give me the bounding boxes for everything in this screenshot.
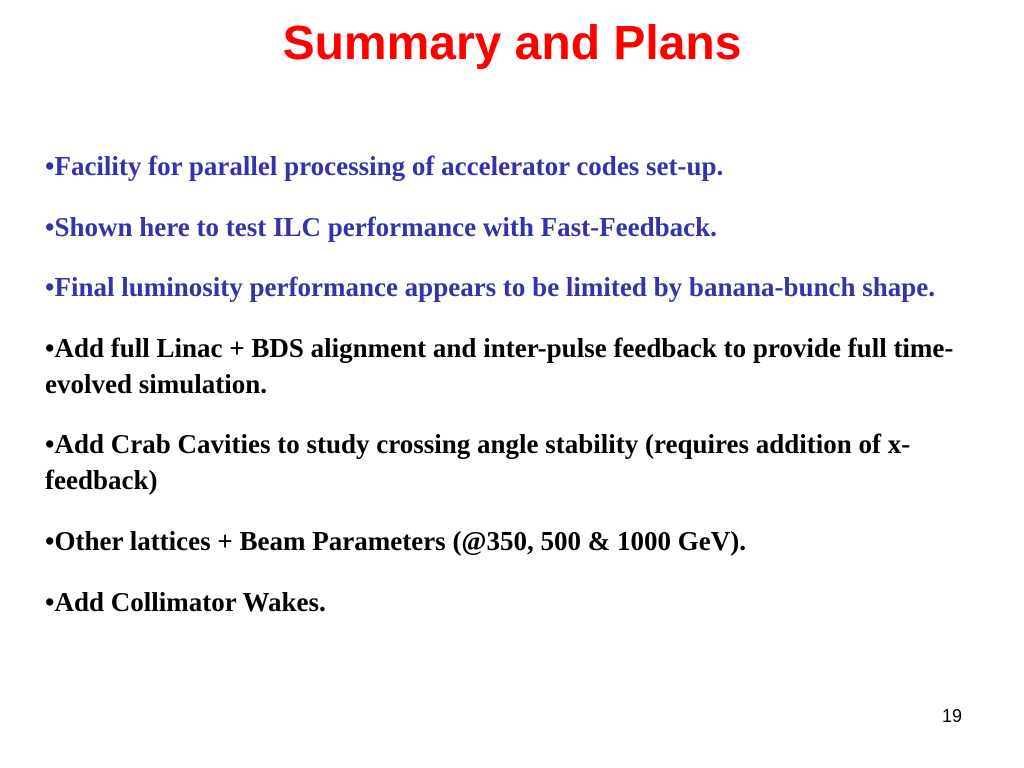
bullet-item: [45, 148, 985, 184]
bullet-item: [45, 426, 985, 498]
bullet-item: [45, 523, 985, 559]
bullet-list: [45, 148, 985, 620]
bullet-text: Add Collimator Wakes.: [54, 587, 326, 617]
bullet-dot: •: [45, 212, 55, 242]
page-number: 19: [941, 706, 962, 726]
bullet-item: [45, 269, 985, 305]
slide-title: Summary and Plans: [282, 17, 742, 70]
bullet-text: Add full Linac + BDS alignment and inter-pulse feedback to provide full time-evolved simulation.: [45, 333, 954, 399]
bullet-item: [45, 330, 985, 402]
bullet-dot: •: [45, 526, 55, 556]
bullet-dot: •: [45, 587, 55, 617]
bullet-dot: •: [45, 333, 55, 363]
bullet-dot: •: [45, 151, 55, 181]
bullet-dot: •: [45, 272, 55, 302]
bullet-item: [45, 584, 985, 620]
bullet-text: Facility for parallel processing of accelerator codes set-up.: [54, 151, 724, 181]
bullet-text: Add Crab Cavities to study crossing angle stability (requires addition of x-feedback): [45, 429, 911, 495]
bullet-text: Shown here to test ILC performance with Fast-Feedback.: [54, 212, 717, 242]
bullet-dot: •: [45, 429, 55, 459]
bullet-item: [45, 209, 985, 245]
bullet-text: Final luminosity performance appears to be limited by banana-bunch shape.: [54, 272, 936, 302]
bullet-text: Other lattices + Beam Parameters (@350, 500 & 1000 GeV).: [54, 526, 747, 556]
